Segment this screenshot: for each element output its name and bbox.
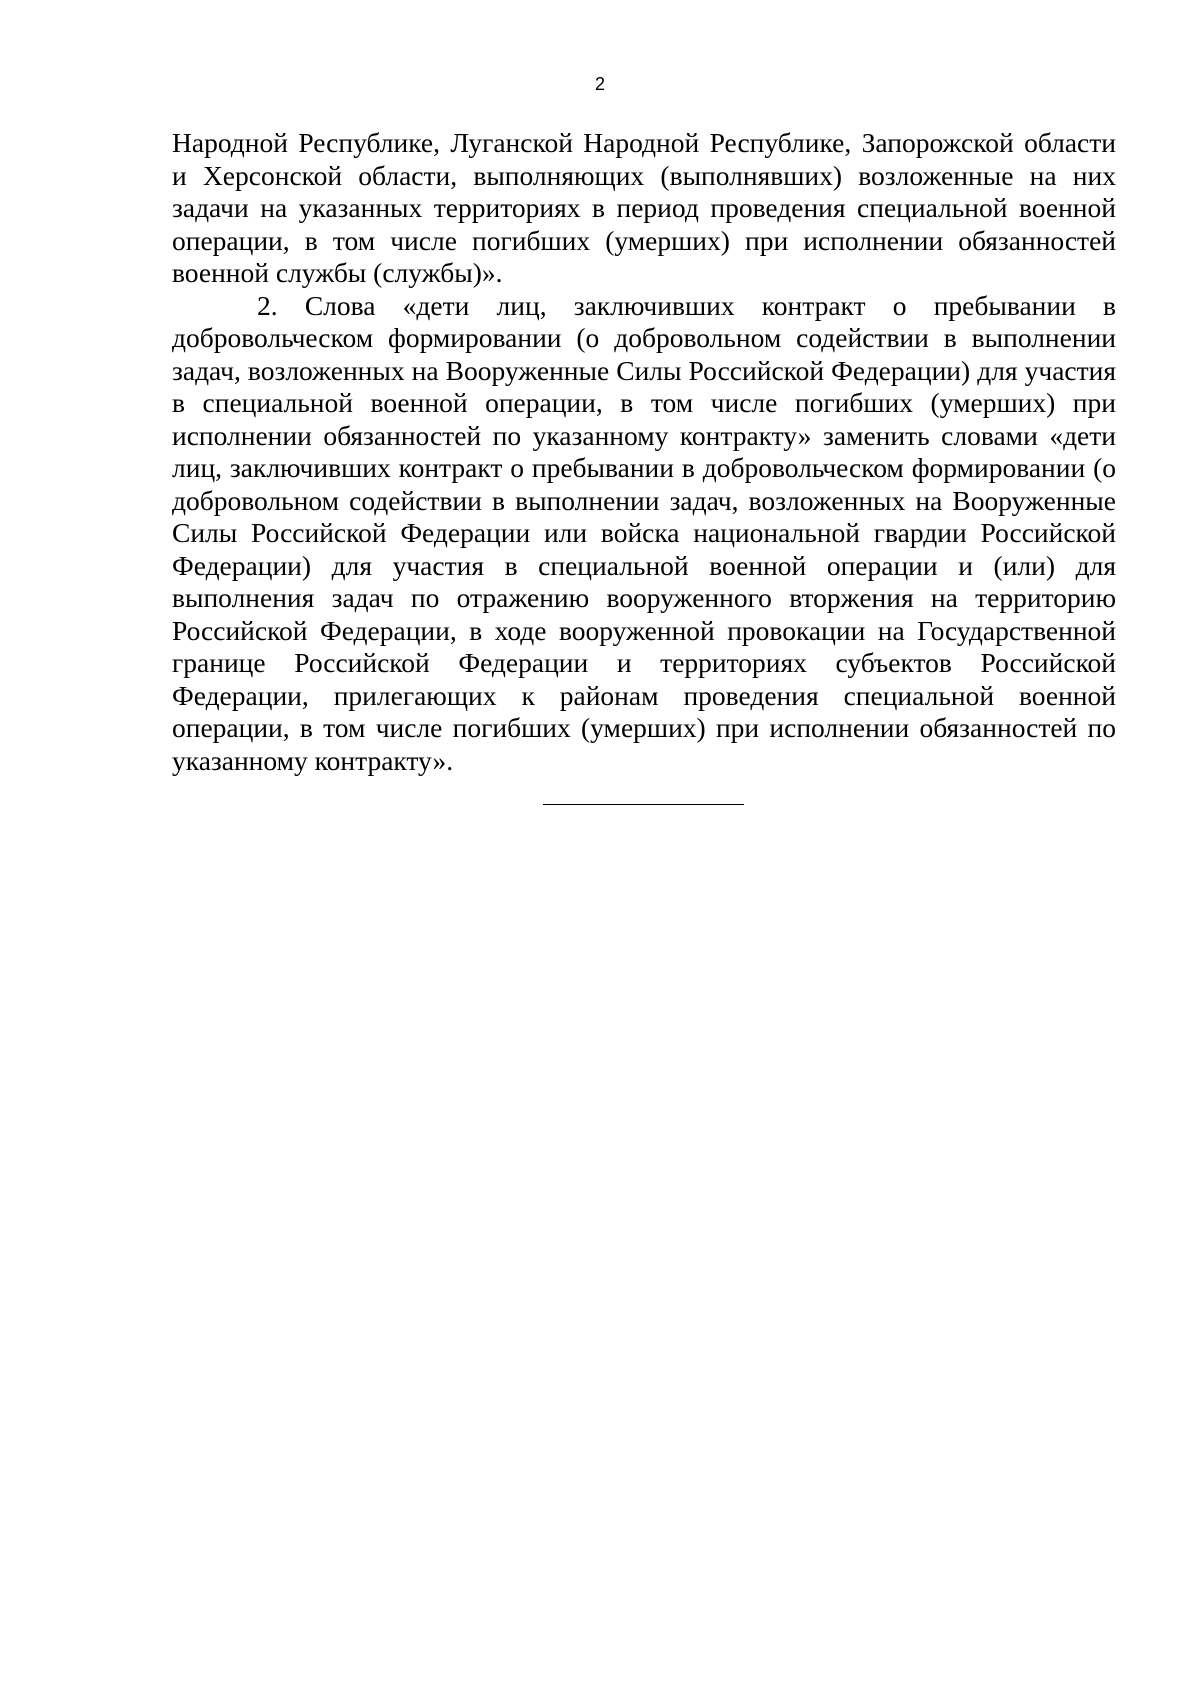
paragraph-continuation: Народной Республике, Луганской Народной Республике, Запорожской области и Херсонской области, выполняющих (выполнявших) возложенные на них задачи на указанных территориях в период проведения специальной военной операции, в том числе погибших (умерших) при исполнении обязанностей военной службы (службы)».	[172, 127, 1116, 288]
document-body	[172, 127, 1116, 777]
page-number: 2	[594, 74, 605, 94]
end-separator-line	[543, 804, 744, 805]
paragraph-item-2: 2. Слова «дети лиц, заключивших контракт о пребывании в добровольческом формировании (о добровольном содействии в выполнении задач, возложенных на Вооруженные Силы Российской Федерации) для участия в специальной военной операции, в том числе погибших (умерших) при исполнении обязанностей по указанному контракту» заменить словами «дети лиц, заключивших контракт о пребывании в добровольческом формировании (о добровольном содействии в выполнении задач, возложенных на Вооруженные Силы Российской Федерации или войска национальной гвардии Российской Федерации) для участия в специальной военной операции и (или) для выполнения задач по отражению вооруженного вторжения на территорию Российской Федерации, в ходе вооруженной провокации на Государственной границе Российской Федерации и территориях субъектов Российской Федерации, прилегающих к районам проведения специальной военной операции, в том числе погибших (умерших) при исполнении обязанностей по указанному контракту».	[172, 289, 1116, 776]
